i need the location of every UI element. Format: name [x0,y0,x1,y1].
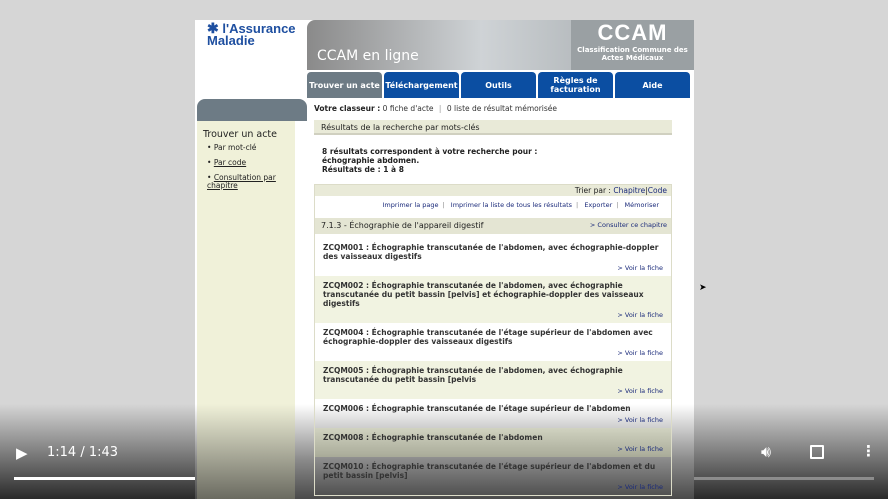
main-nav [307,72,690,98]
separator: | [616,201,619,209]
ccam-title: CCAM [597,20,668,45]
logo-figure-icon: ✱ [207,20,219,36]
summary-query: échographie abdomen. [322,156,420,165]
tab-aide[interactable]: Aide [615,72,690,98]
memoriser-link[interactable]: Mémoriser [624,201,659,209]
results-actions [315,196,671,218]
classeur-fiches: 0 fiche d'acte [382,104,434,113]
classeur-label: Votre classeur : [314,104,381,113]
separator: | [442,201,445,209]
sidebar-item-label[interactable]: Par code [213,158,247,167]
volume-icon: 🔊︎ [761,442,772,461]
results-box [314,184,672,496]
ccam-badge [571,20,694,70]
assurance-maladie-logo[interactable] [207,22,305,47]
sort-by-chapitre[interactable]: Chapitre [613,186,646,195]
result-item [315,234,671,276]
ccam-subtitle: Classification Commune des Actes Médicaux [577,46,688,62]
result-item [315,428,671,457]
banner-title: CCAM en ligne [317,48,419,64]
view-fiche-link[interactable]: > Voir la fiche [617,349,663,357]
play-button[interactable] [16,444,28,462]
results-summary [314,135,672,184]
sidebar-item-label[interactable]: Consultation par chapitre [207,173,276,190]
sidebar-title: Trouver un acte [203,129,278,140]
sort-by-code[interactable]: Code [647,186,667,195]
result-item [315,276,671,323]
result-item-title: ZCQM001 : Échographie transcutanée de l'abdomen, avec échographie-doppler des vaisseaux digestifs [323,243,659,261]
print-all-results-link[interactable]: Imprimer la liste de tous les résultats [450,201,573,209]
view-fiche-link[interactable]: > Voir la fiche [617,264,663,272]
result-item [315,323,671,361]
sort-bar: Trier par : Chapitre|Code [315,185,671,196]
result-item-title: ZCQM010 : Échographie transcutanée de l'étage supérieur de l'abdomen et du petit bassin [pelvis] [323,462,656,480]
mouse-cursor-icon: ➤ [699,283,707,293]
view-fiche-link[interactable]: > Voir la fiche [617,311,663,319]
view-fiche-link[interactable]: > Voir la fiche [617,387,663,395]
sidebar-item-par-code[interactable]: • Par code [207,158,247,167]
result-item [315,399,671,428]
export-link[interactable]: Exporter [584,201,613,209]
result-item-title: ZCQM008 : Échographie transcutanée de l'abdomen [323,433,543,442]
summary-range: Résultats de : 1 à 8 [322,165,404,174]
results-panel [314,120,672,496]
view-fiche-link[interactable]: > Voir la fiche [617,483,663,491]
sidebar-item-par-mot-cle[interactable]: • Par mot-clé [207,143,257,152]
result-item [315,361,671,399]
chapter-title: 7.1.3 - Échographie de l'appareil digestif [321,221,484,230]
sidebar-item-consultation-chapitre[interactable]: • Consultation par chapitre [207,173,276,190]
separator: | [438,104,442,113]
separator: | [576,201,579,209]
sort-label: Trier par : [574,186,611,195]
consult-chapter-link[interactable]: > Consulter ce chapitre [589,221,667,229]
view-fiche-link[interactable]: > Voir la fiche [617,416,663,424]
play-icon: ▶ [16,444,28,462]
logo-text: l'Assurance Maladie [207,21,296,48]
fullscreen-button[interactable] [810,445,824,459]
time-display: 1:14 / 1:43 [47,445,119,460]
result-item-title: ZCQM006 : Échographie transcutanée de l'étage supérieur de l'abdomen [323,404,631,413]
web-page [195,20,694,499]
view-fiche-link[interactable]: > Voir la fiche [617,445,663,453]
result-item-title: ZCQM002 : Échographie transcutanée de l'abdomen, avec échographie transcutanée du petit bassin [pelvis] et échographie-doppler des vaisseaux digestifs [323,281,644,308]
result-item [315,457,671,495]
classeur-listes: 0 liste de résultat mémorisée [446,104,558,113]
print-page-link[interactable]: Imprimer la page [382,201,439,209]
results-section-title: Résultats de la recherche par mots-clés [314,120,672,135]
classeur-status [314,104,557,113]
results-list [315,234,671,495]
tab-regles-facturation[interactable]: Règles de facturation [538,72,613,98]
more-vert-icon: ⋮ [861,442,876,460]
sidebar-header [197,99,307,121]
tab-trouver-un-acte[interactable]: Trouver un acte [307,72,382,98]
sidebar-item-label: Par mot-clé [213,143,257,152]
result-item-title: ZCQM005 : Échographie transcutanée de l'abdomen, avec échographie transcutanée du petit bassin [pelvis [323,366,623,384]
chapter-header [315,218,671,234]
sidebar [197,121,295,499]
tab-outils[interactable]: Outils [461,72,536,98]
more-options-button[interactable] [861,442,876,460]
banner [307,20,694,70]
result-item-title: ZCQM004 : Échographie transcutanée de l'étage supérieur de l'abdomen avec échographie-doppler des vaisseaux digestifs [323,328,653,346]
volume-button[interactable] [761,442,771,462]
summary-count: 8 résultats correspondent à votre recherche pour : [322,147,538,156]
tab-telechargement[interactable]: Téléchargement [384,72,459,98]
